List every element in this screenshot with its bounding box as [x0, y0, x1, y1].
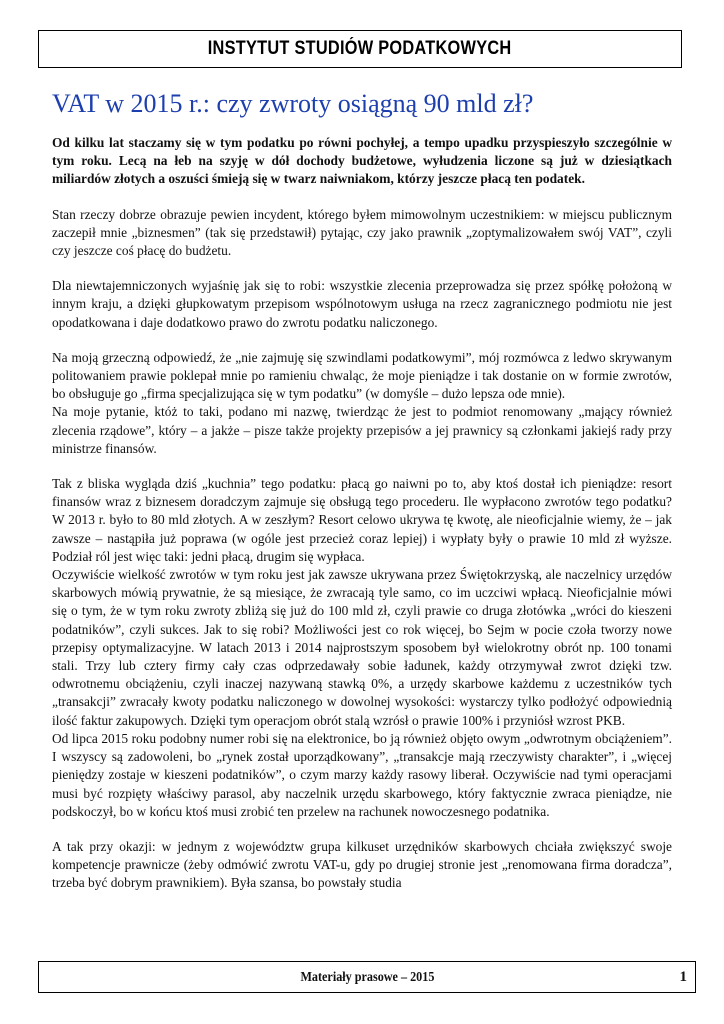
article-lead: Od kilku lat staczamy się w tym podatku po równi pochyłej, a tempo upadku przyspieszyło szczególnie w tym roku. Lecą na łeb na szyję w dół dochody budżetowe, wyłudzenia liczone są już w dziesiątkach miliardów złotych a oszuści śmieją się w twarz naiwniakom, którzy jeszcze płacą ten podatek.	[52, 135, 672, 187]
paragraph: Na moją grzeczną odpowiedź, że „nie zajmuję się szwindlami podatkowymi”, mój rozmówca z ledwo skrywanym politowaniem prawie poklepał mnie po ramieniu chwaląc, że moje pieniądze i tak dostanie on w formie zwrotów, bo obsługuje go „firma specjalizująca się w tym podatku” (w domyśle – dużo lepsza ode mnie).	[52, 349, 672, 402]
paragraph: Na moje pytanie, któż to taki, podano mi nazwę, twierdząc że jest to podmiot renomowany „mający również zlecenia rządowe”, który – a jakże – pisze także projekty przepisów a jej prawnicy są członkami jakiejś rady przy ministrze finansów.	[52, 404, 672, 456]
paragraph: Od lipca 2015 roku podobny numer robi się na elektronice, bo ją również objęto owym „odwrotnym obciążeniem”. I wszyscy są zadowoleni, bo „rynek został uporządkowany”, „transakcje mają rzeczywisty charakter”, i „więcej pieniędzy zostaje w kieszeni podatników”, o czym marzy każdy rasowy liberał. Oczywiście nad tymi operacjami musi być rozpięty właściwy parasol, aby naczelnik urzędu skarbowego, który faktycznie zwraca pieniądze, nie podskoczył, bo w końcu ktoś musi zrobić ten przelew na rachunek nowoczesnego podatnika.	[52, 730, 672, 819]
paragraph: Stan rzeczy dobrze obrazuje pewien incydent, którego byłem mimowolnym uczestnikiem: w miejscu publicznym zaczepił mnie „biznesmen” (tak się przedstawił) pytając, czy jako prawnik „zoptymalizowałem swój VAT”, czyli czy jeszcze coś płacę do budżetu.	[52, 206, 672, 259]
paragraph: Tak z bliska wygląda dziś „kuchnia” tego podatku: płacą go naiwni po to, aby ktoś dostał ich pieniądze: resort finansów wraz z biznesem doradczym zajmuje się obsługą tego procederu. Ile wypłacono zwrotów tego podatku? W 2013 r. było to 80 mld złotych. A w zeszłym? Resort celowo ukrywa tę kwotę, ale nieoficjalnie wiemy, że – jak zawsze – nastąpiła już poprawa (w ogóle jest przecież coraz lepiej) i wypłaty były o prawie 10 mld zł wyższe. Podział ról jest więc taki: jedni płacą, drugim się wypłaca.	[52, 476, 672, 564]
footer-banner	[38, 961, 696, 993]
page-number: 1	[679, 968, 687, 985]
header-banner	[38, 30, 682, 68]
footer-label: Materiały prasowe – 2015	[300, 969, 434, 984]
paragraph: Oczywiście wielkość zwrotów w tym roku jest jak zawsze ukrywana przez Świętokrzyską, ale naczelnicy urzędów skarbowych mówią prywatnie, że są miesiące, że zwracają tyle samo, co im uczciwi wpłacą. Nieoficjalnie mówi się o tym, że w tym roku zwroty zbliżą się już do 100 mld zł, czyli prawie co druga złotówka „wróci do kieszeni podatników”, czyli sukces. Jak to się robi? Możliwości jest co rok więcej, bo Sejm w pocie czoła tworzy nowe przepisy optymalizacyjne. W latach 2013 i 2014 najprostszym sposobem był wielokrotny obrót np. 100 tonami stali. Trzy lub cztery firmy cały czas odprzedawały sobie ładunek, każdy otrzymywał zwrot dzięki tzw. odwrotnemu obciążeniu, czyli inaczej nazywaną stawką 0%, a urzędy skarbowe każdemu z uczestników tych „transakcji” zwracały kwoty podatku naliczonego w dowolnej wysokości: wystarczy tylko podłożyć odpowiednią ilość faktur zakupowych. Dzięki tym operacjom obrót stalą wzrósł o prawie 100% i przyniósł wzrost PKB.	[52, 567, 672, 728]
paragraph: Dla niewtajemniczonych wyjaśnię jak się to robi: wszystkie zlecenia przeprowadza się przez spółkę położoną w innym kraju, a dzięki głupkowatym przepisom wspólnotowym usługa na rzecz zagranicznego podmiotu nie jest opodatkowana i daje dodatkowo prawo do zwrotu podatku naliczonego.	[52, 278, 672, 330]
institute-name: INSTYTUT STUDIÓW PODATKOWYCH	[208, 38, 512, 59]
article-title: VAT w 2015 r.: czy zwroty osiągną 90 mld zł?	[52, 89, 534, 118]
paragraph: A tak przy okazji: w jednym z województw grupa kilkuset urzędników skarbowych chciała zwiększyć swoje kompetencje prawnicze (żeby odmówić zwrotu VAT-u, gdy po drugiej stronie jest „renomowana firma doradcza”, trzeba być dobrym prawnikiem). Była szansa, bo powstały studia	[52, 838, 672, 891]
article-body	[52, 134, 672, 893]
